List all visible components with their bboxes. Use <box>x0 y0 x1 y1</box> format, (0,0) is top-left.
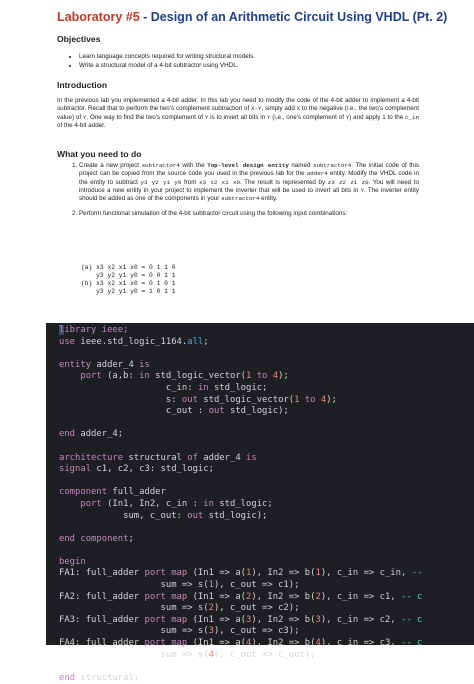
code-token: ), c_out => c3); <box>213 626 300 637</box>
code-token: port map <box>144 638 188 649</box>
code-token: sum => s( <box>59 626 209 637</box>
task-text: Create a new project <box>79 162 142 169</box>
code-token: all <box>187 336 204 347</box>
code-token: 1 <box>315 568 321 579</box>
code-token: (In1, In2, c_in : <box>101 498 204 509</box>
code-token: 4 <box>208 649 214 660</box>
code-token: ), c_out => c1); <box>213 580 300 591</box>
code-token: port <box>59 371 102 382</box>
todo-heading: What you need to do <box>57 149 142 159</box>
code-token: c1, c2, c3: std_logic; <box>91 464 214 475</box>
code-token: FA3: full_adder <box>59 614 145 625</box>
code-token: ), c_in => c1, <box>320 591 401 602</box>
code-token: std_logic); <box>224 406 289 417</box>
code-token: std_logic; <box>208 382 268 393</box>
task-text: entity. Modify the VHDL code in the entity to subtract <box>79 170 419 186</box>
code-token: ), c_in => c_in, <box>320 568 412 579</box>
code-token: FA1: full_adder <box>59 568 145 579</box>
code-token: std_logic; <box>213 498 273 509</box>
code-token: -- c <box>401 614 423 625</box>
input-combinations: (a) x3 x2 x1 x0 = 0 1 1 0 y3 y2 y1 y0 = 0 0 1 1 (b) x3 x2 x1 x0 = 0 1 0 1 y3 y2 y1 y0 = 1 0 1 1 <box>81 264 176 296</box>
code-token: end <box>59 672 76 683</box>
code-token: port <box>59 498 102 509</box>
code-token: ibrary ieee; <box>64 325 129 335</box>
code-token: is <box>139 359 150 370</box>
code-token: sum => s( <box>59 603 209 614</box>
task-code: subtractor4 <box>221 195 260 203</box>
code-token: in <box>197 382 209 393</box>
code-token: port map <box>144 591 188 602</box>
code-token: c_out : <box>59 406 209 417</box>
code-editor[interactable] <box>46 323 474 683</box>
code-token: 3 <box>315 614 321 625</box>
intro-code: Y <box>345 113 350 121</box>
code-token: of <box>187 452 198 463</box>
code-token: std_logic_vector( <box>197 394 295 405</box>
intro-text: of the 4-bit adder. <box>57 122 106 130</box>
code-token: out <box>208 406 225 417</box>
objectives-list <box>57 52 459 70</box>
code-token: 1 <box>294 394 300 405</box>
code-token: out <box>187 510 204 521</box>
page-title <box>57 10 447 24</box>
task-text: named <box>288 162 313 169</box>
intro-text: . One way to find the two's complement of <box>86 113 205 121</box>
code-token: to <box>256 371 268 382</box>
code-token: ; <box>203 336 209 347</box>
task-text: with the <box>179 162 208 169</box>
code-token: entity <box>59 359 92 370</box>
code-token: 3 <box>208 626 214 637</box>
code-token: (In1 => a( <box>187 614 247 625</box>
code-token: 4 <box>320 394 327 405</box>
objective-item: • Learn language concepts required for writing structural models. <box>79 52 459 61</box>
code-token: ), In2 => b( <box>251 614 316 625</box>
code-token: ); <box>326 394 337 405</box>
code-token: out <box>181 394 198 405</box>
code-token: component <box>59 487 108 498</box>
lab-title: - Design of an Arithmetic Circuit Using VHDL (Pt. 2) <box>139 10 448 24</box>
task-text: . The initial code of this project can be copied from the source code you used in the previous lab for the <box>79 162 420 178</box>
code-token: adder_4; <box>75 429 124 440</box>
code-token: end <box>59 429 76 440</box>
code-token: adder_4 <box>197 452 247 463</box>
intro-code: X-Y <box>251 105 262 113</box>
code-token: is <box>246 452 257 463</box>
code-token: port map <box>144 568 188 579</box>
code-token: (In1 => a( <box>187 568 247 579</box>
task-text: entity. <box>259 195 278 203</box>
code-token: 2 <box>246 591 252 602</box>
code-token: -- c <box>401 638 423 649</box>
code-token: begin <box>59 556 86 567</box>
code-token: sum, c_out: <box>59 510 188 521</box>
code-token: ; <box>128 533 134 544</box>
code-token: 1 <box>246 371 252 382</box>
task-code: y3 y2 y1 y0 <box>140 178 182 186</box>
code-token: ), c_out => c_out); <box>213 649 316 660</box>
code-token: 4 <box>246 638 252 649</box>
intro-code: c_in <box>405 113 419 121</box>
code-token: adder_4 <box>91 359 140 370</box>
code-token: end <box>59 533 76 544</box>
intro-text: is to invert all bits in <box>208 113 267 121</box>
code-token: use <box>59 336 76 347</box>
code-token: ), c_in => c2, <box>320 614 401 625</box>
task-code: subtractor4 <box>312 162 352 169</box>
code-token: to <box>304 394 316 405</box>
intro-code: Y <box>204 113 209 121</box>
code-token: s: <box>59 394 182 405</box>
code-token: ), c_in => c3, <box>320 638 401 649</box>
lab-number: Laboratory #5 <box>57 10 140 24</box>
code-token: structural; <box>75 672 140 683</box>
code-token: ieee.std_logic_1164. <box>75 336 188 347</box>
code-token: port map <box>144 614 188 625</box>
code-token: 2 <box>208 603 214 614</box>
code-token: structural <box>123 452 188 463</box>
code-token: ), In2 => b( <box>251 591 316 602</box>
task-code-bold: Top-level design entity <box>207 162 289 169</box>
code-token: std_logic); <box>203 510 268 521</box>
code-token: sum => s( <box>59 649 209 660</box>
code-token: 3 <box>246 614 252 625</box>
intro-text: ) and apply 1 to the <box>349 113 406 121</box>
intro-text: , simply add <box>261 105 297 113</box>
code-token: ), c_out => c2); <box>213 603 300 614</box>
code-token: ), In2 => b( <box>251 568 316 579</box>
code-token: architecture <box>59 452 124 463</box>
task-code: x3 x2 x1 x0 <box>199 178 240 186</box>
intro-text: to the negative (i.e., the two's complement value) of <box>57 105 419 121</box>
lab-document <box>0 0 474 322</box>
code-token: FA2: full_adder <box>59 591 145 602</box>
task-code: z3 z2 z1 z0 <box>327 178 369 186</box>
code-token: in <box>203 498 214 509</box>
code-token: 2 <box>315 591 321 602</box>
code-token: c_in: <box>59 382 198 393</box>
task-list <box>57 162 419 224</box>
intro-code: X <box>296 105 301 113</box>
objective-item: • Write a structural model of a 4-bit subtractor using VHDL. <box>79 61 459 70</box>
code-token: signal <box>59 464 92 475</box>
code-token: (In1 => a( <box>187 638 247 649</box>
code-token: FA4: full_adder <box>59 638 145 649</box>
code-token: 4 <box>272 371 279 382</box>
code-token: 1 <box>246 568 252 579</box>
code-token: (In1 => a( <box>187 591 247 602</box>
code-token: full_adder <box>107 487 166 498</box>
vhdl-code <box>46 323 474 684</box>
intro-text: (i.e., one's complement of <box>270 113 346 121</box>
task-code: subtractor4 <box>141 162 180 169</box>
intro-text: In the previous lab you implemented a 4-bit adder. In this lab you need to modify the code of the 4-bit adder to implement a 4-bit subtractor. Recall that to perform the two's complement subtraction of <box>57 97 419 113</box>
intro-code: Y <box>82 113 87 121</box>
task-code: Y <box>360 187 364 195</box>
task-code: adder4 <box>306 170 328 178</box>
task-item-1 <box>79 162 419 204</box>
task-text: . The inverter entity should be added as one of the components in your <box>79 187 419 203</box>
code-token: in <box>139 371 150 382</box>
introduction-paragraph <box>57 97 419 130</box>
task-text: from <box>181 178 200 186</box>
code-token: sum => s( <box>59 580 209 591</box>
objectives-heading: Objectives <box>57 34 101 44</box>
code-token: 1 <box>208 580 214 591</box>
task-text: . The result is represented by <box>239 178 328 186</box>
text-cursor[interactable]: l <box>59 325 65 335</box>
introduction-heading: Introduction <box>57 80 108 90</box>
code-token: component <box>80 533 129 544</box>
code-token: std_logic_vector( <box>149 371 247 382</box>
code-token: 4 <box>315 638 321 649</box>
code-token: ); <box>278 371 289 382</box>
task-item-2: 2. Perform functional simulation of the 4-bit subtractor circuit using the following input combinations: <box>79 210 419 218</box>
code-token: (a,b: <box>101 371 140 382</box>
code-token: -- <box>411 568 423 579</box>
code-token: ), In2 => b( <box>251 638 316 649</box>
code-token: -- c <box>401 591 423 602</box>
intro-code: Y <box>266 113 271 121</box>
task-text: . You will need to introduce a new entity in your project to implement the inverter that will be used to invert all bits in <box>79 178 419 195</box>
